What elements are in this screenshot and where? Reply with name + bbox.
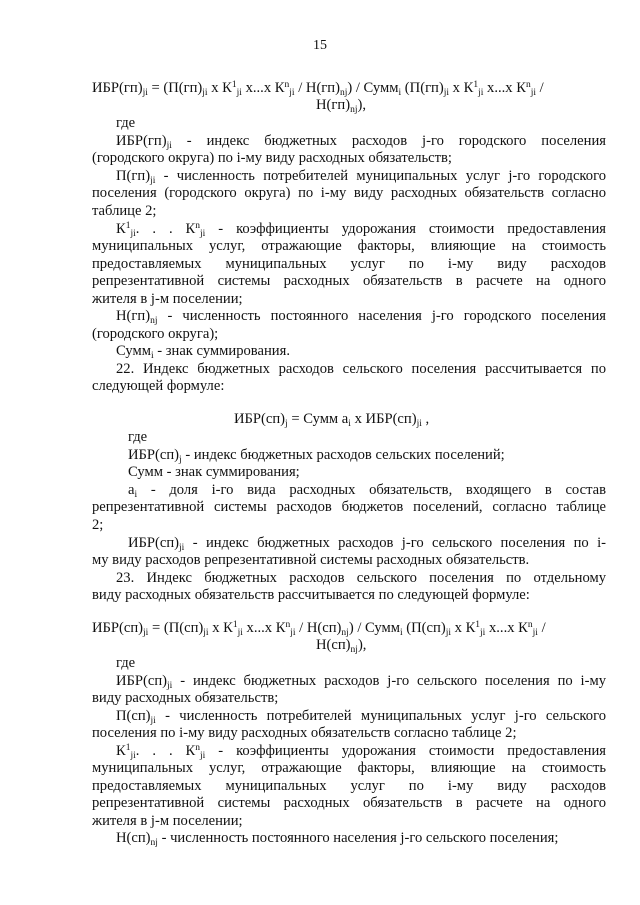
definition-line: репрезентативной системы расходных обязательств в расчете на одного xyxy=(92,273,606,289)
definition-line: $ИБР(сп)_{ji}$ - индекс бюджетных расходов j-го сельского поселения по i- xyxy=(128,535,606,553)
definition-line: жителя в j-м поселении; xyxy=(92,291,243,307)
definition-line: предоставляемых муниципальных услуг по i-му виду расходов xyxy=(92,778,606,794)
definition-line: жителя в j-м поселении; xyxy=(92,813,243,829)
definition-line: му виду расходов репрезентативной системы расходных обязательств. xyxy=(92,552,530,568)
definition-line: муниципальных услуг, отражающие факторы, влияющие на стоимость xyxy=(92,238,606,254)
definition-line: $a_i$ - доля i-го вида расходных обязательств, входящего в состав xyxy=(128,482,606,500)
definition-line: (городского округа); xyxy=(92,326,219,342)
where-label: где xyxy=(116,115,136,131)
definition-line: репрезентативной системы расходов бюджетов поселений, согласно таблице xyxy=(92,499,606,515)
where-label: где xyxy=(116,655,136,671)
definition-line: виду расходных обязательств; xyxy=(92,690,279,706)
definition-line: $П(сп)_{ji}$ - численность потребителей муниципальных услуг j-го сельского xyxy=(116,708,606,726)
definition-line: $ИБР(гп)_{ji}$ - индекс бюджетных расходов j-го городского поселения xyxy=(116,133,606,151)
definition-line: репрезентативной системы расходных обязательств в расчете на одного xyxy=(92,795,606,811)
definition-line: 2; xyxy=(92,517,104,533)
definition-line: поселения (городского округа) по i-му виду расходных обязательств согласно xyxy=(92,185,606,201)
section-22: 22. Индекс бюджетных расходов сельского поселения рассчитывается по xyxy=(116,361,606,377)
definition-line: муниципальных услуг, отражающие факторы, влияющие на стоимость xyxy=(92,760,606,776)
formula-sp-ji-cont: $Н(сп)_{nj}$), xyxy=(316,637,367,655)
formula-gp-cont: $Н(гп)_{nj}$), xyxy=(316,97,366,115)
definition-line: $Н(сп)_{nj}$ - численность постоянного населения j-го сельского поселения; xyxy=(116,830,559,848)
definition-line: предоставляемых муниципальных услуг по i-му виду расходов xyxy=(92,256,606,272)
definition-line: поселения по i-му виду расходных обязательств согласно таблице 2; xyxy=(92,725,517,741)
definition-line: Сумм - знак суммирования; xyxy=(128,464,300,480)
definition-line: $Н(гп)_{nj}$ - численность постоянного населения j-го городского поселения xyxy=(116,308,606,326)
definition-line: $ИБР(сп)_{ji}$ - индекс бюджетных расходов j-го сельского поселения по i-му xyxy=(116,673,606,691)
where-label: где xyxy=(128,429,148,445)
definition-line: $ИБР(сп)_j$ - индекс бюджетных расходов сельских поселений; xyxy=(128,447,505,465)
formula-sp: $ИБР(сп)_j$ = Сумм $a_i$ х $ИБР(сп)_{ji}$ , xyxy=(234,411,430,429)
page-number: 15 xyxy=(313,38,327,53)
section-22: следующей формуле: xyxy=(92,378,225,394)
definition-line: таблице 2; xyxy=(92,203,157,219)
section-23: 23. Индекс бюджетных расходов сельского поселения по отдельному xyxy=(116,570,606,586)
section-23: виду расходных обязательств рассчитывается по следующей формуле: xyxy=(92,587,530,603)
definition-line: $П(гп)_{ji}$ - численность потребителей муниципальных услуг j-го городского xyxy=(116,168,606,186)
formula-gp: $ИБР(гп)_{ji} = (П(гп)_{ji}$ х $К^1_{ji}$ х...х $К^n_{ji} / Н(гп)_{nj}$) / Сумм$_i$ ($П(гп)_{ji}$ х $К^1_{ji}$ х...х $К^n_{ji}$ / xyxy=(92,80,544,98)
definition-line: Сумм$_i$ - знак суммирования. xyxy=(116,343,290,361)
definition-line: (городского округа) по i-му виду расходных обязательств; xyxy=(92,150,452,166)
formula-sp-ji: $ИБР(сп)_{ji} = (П(сп)_{ji}$ х $К^1_{ji}$ х...х $К^n_{ji} / Н(сп)_{nj}$) / Сумм$_i$ ($П(сп)_{ji}$ х $К^1_{ji}$ х...х $К^n_{ji}$ / xyxy=(92,620,546,638)
definition-line: $К^1_{ji}$. . . $К^n_{ji}$ - коэффициенты удорожания стоимости предоставления xyxy=(116,743,606,761)
definition-line: $К^1_{ji}$. . . $К^n_{ji}$ - коэффициенты удорожания стоимости предоставления xyxy=(116,221,606,239)
